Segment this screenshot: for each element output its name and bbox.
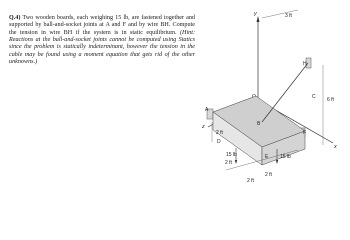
dimension-bottom-mid-label: 2 ft: [247, 178, 254, 184]
dimension-bottom-left-label: 2 ft: [225, 160, 232, 166]
y-axis-arrowhead: [257, 16, 260, 22]
dimension-left-label: 2 ft: [216, 130, 223, 136]
dimension-bottom-right-label: 2 ft: [265, 172, 272, 178]
weight-right-label: 15 lb: [280, 154, 291, 160]
point-d-label: D: [217, 139, 221, 145]
z-axis-label: z: [202, 124, 205, 130]
weight-arrow-right-head: [276, 160, 278, 164]
weight-left-label: 15 lb: [226, 152, 237, 158]
problem-body: Two wooden boards, each weighing 15 lb, are fastened together and supported by ball-and-socket joints at A and F and by wire BH. Compute the tension in wire BH if the system is in static equilibrium.: [9, 15, 195, 36]
point-f-label: F: [303, 130, 307, 136]
wall-bracket-h: [306, 58, 311, 68]
question-number: Q.4): [9, 15, 21, 21]
weight-arrow-left-head: [235, 160, 237, 164]
x-axis-label: x: [334, 144, 337, 150]
y-axis-label: y: [254, 11, 257, 17]
dimension-line-top: [262, 10, 298, 18]
point-e-label: E: [265, 154, 269, 160]
point-h-label: H: [303, 61, 307, 67]
dimension-top-label: 3 ft: [285, 13, 292, 19]
problem-hint: (Hint: Reactions at the ball-and-socket joints cannot be computed using Statics since the problem is statically indeterminant, however the tension in the cable may be found using a moment equation that gets rid of the other unknowns.): [9, 29, 195, 66]
wire-bh: [262, 63, 308, 122]
point-c-label: C: [312, 94, 316, 100]
point-b-label: B: [257, 121, 261, 127]
dimension-right-label: 6 ft: [327, 97, 334, 103]
point-a-label: A: [205, 107, 209, 113]
